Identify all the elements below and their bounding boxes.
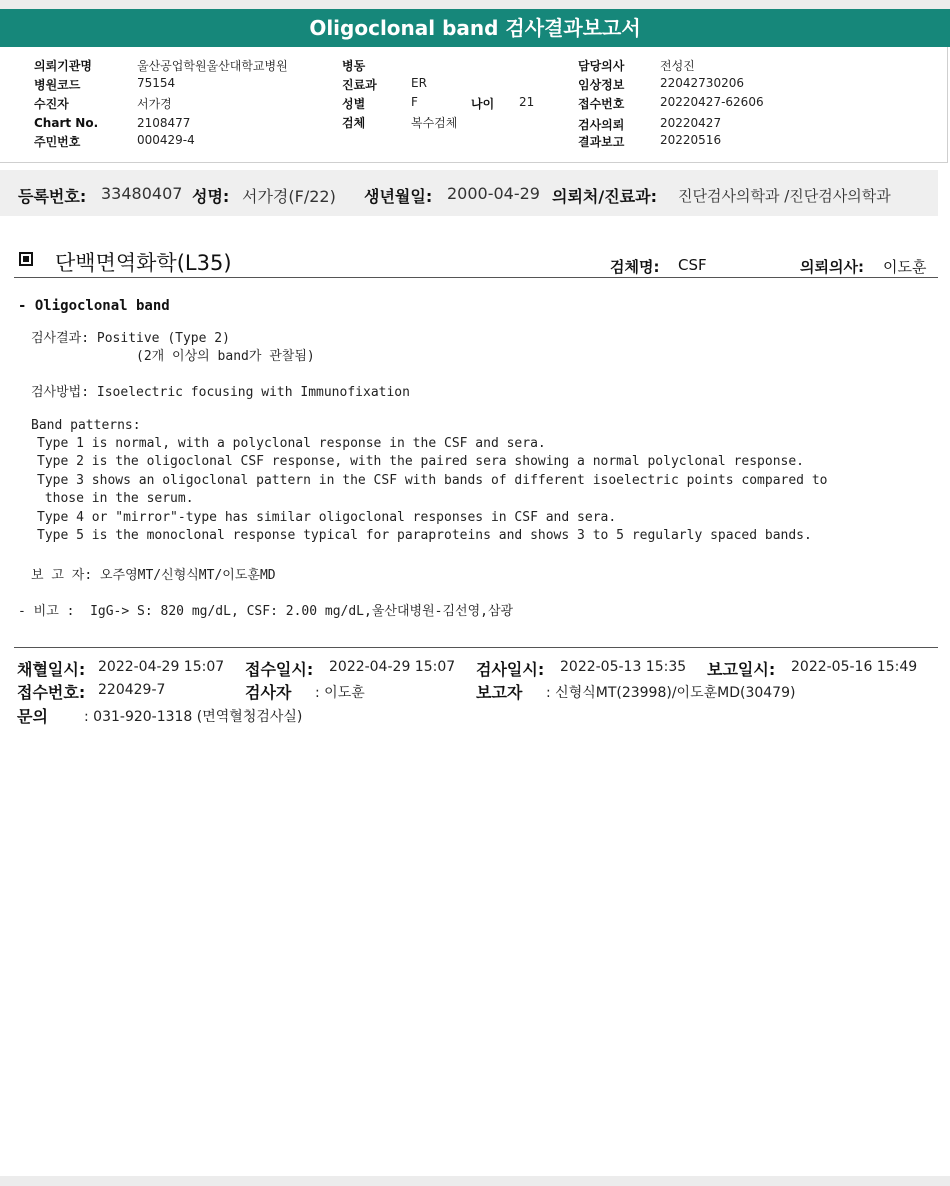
report-time-value: 2022-05-16 15:49	[791, 659, 918, 675]
test-time-label: 검사일시:	[476, 660, 545, 679]
requesting-dept-label: 의뢰처/진료과:	[552, 187, 657, 206]
age-value: 21	[519, 95, 535, 109]
top-margin-strip	[0, 0, 950, 9]
section-divider	[14, 277, 938, 278]
report-time-label: 보고일시:	[707, 660, 776, 679]
department-label: 진료과	[342, 78, 377, 92]
specimen-value: 복수검체	[411, 116, 458, 130]
registration-no-value: 33480407	[101, 184, 183, 203]
department-value: ER	[411, 76, 427, 90]
pattern-line: Type 2 is the oligoclonal CSF response, with the paired sera showing a normal polyclonal response.	[37, 454, 805, 469]
report-title-bar	[0, 9, 950, 47]
chart-no-label: Chart No.	[34, 116, 99, 130]
pattern-line: Type 4 or "mirror"-type has similar oligoclonal responses in CSF and sera.	[37, 510, 617, 525]
section-square-icon	[19, 252, 33, 266]
ordering-doctor-value: 이도훈	[883, 258, 927, 276]
birthdate-value: 2000-04-29	[447, 184, 540, 203]
test-name: - Oligoclonal band	[18, 298, 170, 314]
test-time-value: 2022-05-13 15:35	[560, 659, 687, 675]
clinical-info-label: 임상정보	[578, 78, 625, 92]
sex-value: F	[411, 95, 418, 109]
bottom-margin-strip	[0, 1176, 950, 1186]
footer-divider	[14, 647, 938, 648]
header-info-box	[0, 47, 948, 163]
band-patterns-heading: Band patterns:	[31, 418, 141, 433]
section-title: 단백면역화학(L35)	[55, 251, 232, 275]
tester-label: 검사자	[245, 683, 292, 702]
hospital-code-label: 병원코드	[34, 78, 81, 92]
receipt-no-value: 20220427-62606	[660, 95, 764, 109]
chart-no-value: 2108477	[137, 116, 191, 130]
accession-no-label: 접수번호:	[17, 683, 86, 702]
test-method: 검사방법: Isoelectric focusing with Immunofixation	[31, 385, 410, 400]
registration-no-label: 등록번호:	[18, 187, 87, 206]
accession-no-value: 220429-7	[98, 682, 166, 698]
resident-no-label: 주민번호	[34, 135, 81, 149]
specimen-label: 검체	[342, 116, 366, 130]
result-report-label: 결과보고	[578, 135, 625, 149]
name-label: 성명:	[192, 187, 230, 206]
requesting-institution-label: 의뢰기관명	[34, 59, 92, 73]
age-label: 나이	[471, 97, 495, 111]
pattern-line: those in the serum.	[37, 491, 194, 506]
receipt-time-label: 접수일시:	[245, 660, 314, 679]
resident-no-value: 000429-4	[137, 133, 195, 147]
reporter-line: 보 고 자: 오주영MT/신형식MT/이도훈MD	[31, 568, 276, 583]
test-request-label: 검사의뢰	[578, 118, 625, 132]
reporter-label: 보고자	[476, 683, 523, 702]
requesting-institution-value: 울산공업학원울산대학교병원	[137, 59, 288, 73]
ward-label: 병동	[342, 59, 366, 73]
receipt-no-label: 접수번호	[578, 97, 625, 111]
patient-summary-bar	[0, 170, 938, 216]
birthdate-label: 생년월일:	[364, 187, 433, 206]
result-line-2: (2개 이상의 band가 관찰됨)	[136, 349, 315, 364]
hospital-code-value: 75154	[137, 76, 176, 90]
requesting-dept-value: 진단검사의학과 /진단검사의학과	[678, 187, 891, 205]
clinical-info-value: 22042730206	[660, 76, 744, 90]
test-request-value: 20220427	[660, 116, 722, 130]
contact-label: 문의	[17, 707, 48, 726]
receipt-time-value: 2022-04-29 15:07	[329, 659, 456, 675]
report-title: Oligoclonal band 검사결과보고서	[309, 16, 641, 40]
result-line-1: 검사결과: Positive (Type 2)	[31, 331, 230, 346]
name-value: 서가경(F/22)	[242, 187, 336, 206]
collection-time-value: 2022-04-29 15:07	[98, 659, 225, 675]
pattern-line: Type 1 is normal, with a polyclonal response in the CSF and sera.	[37, 436, 546, 451]
pattern-line: Type 3 shows an oligoclonal pattern in the CSF with bands of different isoelectric points compared to	[37, 473, 828, 488]
result-report-value: 20220516	[660, 133, 722, 147]
attending-doctor-label: 담당의사	[578, 59, 625, 73]
patient-value: 서가경	[137, 97, 172, 111]
specimen-name-value: CSF	[678, 256, 707, 274]
attending-doctor-value: 전성진	[660, 59, 695, 73]
sex-label: 성별	[342, 97, 366, 111]
pattern-line: Type 5 is the monoclonal response typical for paraproteins and shows 3 to 5 regularly spaced bands.	[37, 528, 812, 543]
collection-time-label: 채혈일시:	[17, 660, 86, 679]
reporter-value: : 신형식MT(23998)/이도훈MD(30479)	[546, 685, 796, 701]
ordering-doctor-label: 의뢰의사:	[800, 258, 864, 276]
patient-label: 수진자	[34, 97, 69, 111]
remark-line: - 비고 : IgG-> S: 820 mg/dL, CSF: 2.00 mg/dL,울산대병원-김선영,삼광	[18, 604, 514, 619]
specimen-name-label: 검체명:	[610, 258, 660, 276]
contact-value: : 031-920-1318 (면역혈청검사실)	[84, 709, 303, 725]
tester-value: : 이도훈	[315, 685, 365, 701]
